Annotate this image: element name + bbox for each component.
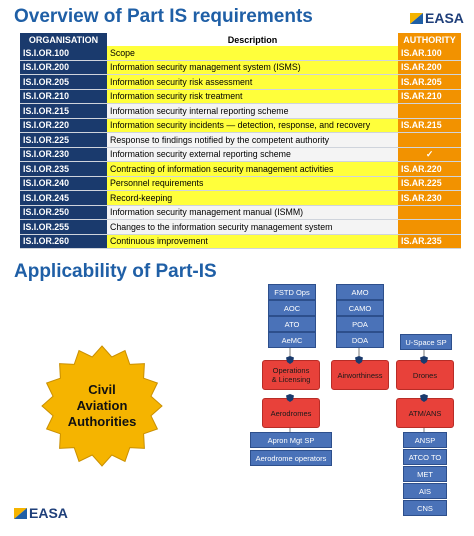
row-authority-ref: IS.AR.200 bbox=[398, 60, 461, 75]
entity-amo: AMO bbox=[336, 284, 384, 300]
page-title: Overview of Part IS requirements bbox=[14, 6, 313, 27]
row-organisation-ref: IS.I.OR.240 bbox=[20, 176, 107, 191]
shield-icon bbox=[286, 356, 294, 364]
shield-icon bbox=[355, 356, 363, 364]
civil-aviation-authorities-label bbox=[40, 344, 164, 468]
row-authority-ref: IS.AR.230 bbox=[398, 191, 461, 206]
domain-drones: Drones bbox=[396, 360, 454, 390]
row-description: Personnel requirements bbox=[107, 176, 398, 191]
shield-icon bbox=[420, 356, 428, 364]
row-organisation-ref: IS.I.OR.235 bbox=[20, 162, 107, 177]
row-organisation-ref: IS.I.OR.260 bbox=[20, 234, 107, 249]
shield-icon bbox=[286, 394, 294, 402]
row-authority-ref: IS.AR.220 bbox=[398, 162, 461, 177]
entity-aerodrome-operators: Aerodrome operators bbox=[250, 450, 332, 466]
header-authority: AUTHORITY bbox=[398, 33, 461, 46]
domain-aerodromes: Aerodromes bbox=[262, 398, 320, 428]
row-organisation-ref: IS.I.OR.100 bbox=[20, 46, 107, 60]
row-description: Record-keeping bbox=[107, 191, 398, 206]
row-description: Information security management manual (ISMM) bbox=[107, 205, 398, 220]
row-organisation-ref: IS.I.OR.200 bbox=[20, 60, 107, 75]
easa-logo-footer-text: EASA bbox=[29, 505, 68, 521]
easa-flag-icon bbox=[14, 508, 27, 519]
star-line-3: Authorities bbox=[67, 414, 137, 429]
row-description: Information security risk treatment bbox=[107, 89, 398, 104]
section-title: Applicability of Part-IS bbox=[14, 261, 217, 282]
row-authority-ref: IS.AR.215 bbox=[398, 118, 461, 133]
entity-met: MET bbox=[403, 466, 447, 482]
row-authority-ref: IS.AR.225 bbox=[398, 176, 461, 191]
entity-doa: DOA bbox=[336, 332, 384, 348]
row-description: Information security risk assessment bbox=[107, 75, 398, 90]
entity-cns: CNS bbox=[403, 500, 447, 516]
domain-ops-line-2: & Licensing bbox=[271, 375, 311, 384]
row-organisation-ref: IS.I.OR.225 bbox=[20, 133, 107, 148]
row-organisation-ref: IS.I.OR.250 bbox=[20, 205, 107, 220]
entity-ais: AIS bbox=[403, 483, 447, 499]
row-organisation-ref: IS.I.OR.255 bbox=[20, 220, 107, 235]
header-description: Description bbox=[107, 33, 398, 46]
entity-ato: ATO bbox=[268, 316, 316, 332]
row-description: Information security internal reporting scheme bbox=[107, 104, 398, 119]
entity-u-space-sp: U-Space SP bbox=[400, 334, 452, 350]
entity-aoc: AOC bbox=[268, 300, 316, 316]
row-description: Scope bbox=[107, 46, 398, 60]
row-authority-ref: IS.AR.205 bbox=[398, 75, 461, 90]
domain-airworthiness: Airworthiness bbox=[331, 360, 389, 390]
row-organisation-ref: IS.I.OR.230 bbox=[20, 147, 107, 162]
row-description: Information security management system (ISMS) bbox=[107, 60, 398, 75]
entity-fstd-ops: FSTD Ops bbox=[268, 284, 316, 300]
row-organisation-ref: IS.I.OR.220 bbox=[20, 118, 107, 133]
entity-poa: POA bbox=[336, 316, 384, 332]
row-description: Continuous improvement bbox=[107, 234, 398, 249]
entity-apron-mgt-sp: Apron Mgt SP bbox=[250, 432, 332, 448]
row-authority-ref: ✓ bbox=[398, 147, 461, 162]
row-description: Contracting of information security management activities bbox=[107, 162, 398, 177]
row-authority-ref: IS.AR.210 bbox=[398, 89, 461, 104]
row-description: Changes to the information security management system bbox=[107, 220, 398, 235]
entity-camo: CAMO bbox=[336, 300, 384, 316]
row-organisation-ref: IS.I.OR.205 bbox=[20, 75, 107, 90]
row-organisation-ref: IS.I.OR.215 bbox=[20, 104, 107, 119]
row-authority-ref: IS.AR.235 bbox=[398, 234, 461, 249]
header-organisation: ORGANISATION bbox=[20, 33, 107, 46]
star-line-2: Aviation bbox=[76, 398, 128, 413]
entity-atco-to: ATCO TO bbox=[403, 449, 447, 465]
row-description: Response to findings notified by the competent authority bbox=[107, 133, 398, 148]
row-authority-ref: IS.AR.100 bbox=[398, 46, 461, 60]
easa-logo-text: EASA bbox=[425, 10, 464, 26]
row-organisation-ref: IS.I.OR.245 bbox=[20, 191, 107, 206]
shield-icon bbox=[420, 394, 428, 402]
entity-aemc: AeMC bbox=[268, 332, 316, 348]
row-description: Information security external reporting scheme bbox=[107, 147, 398, 162]
row-description: Information security incidents — detection, response, and recovery bbox=[107, 118, 398, 133]
entity-ansp: ANSP bbox=[403, 432, 447, 448]
row-organisation-ref: IS.I.OR.210 bbox=[20, 89, 107, 104]
domain-ops-line-1: Operations bbox=[272, 366, 310, 375]
easa-logo-footer bbox=[14, 505, 68, 521]
domain-operations-licensing bbox=[262, 360, 320, 390]
star-line-1: Civil bbox=[88, 382, 116, 397]
domain-atm-ans: ATM/ANS bbox=[396, 398, 454, 428]
